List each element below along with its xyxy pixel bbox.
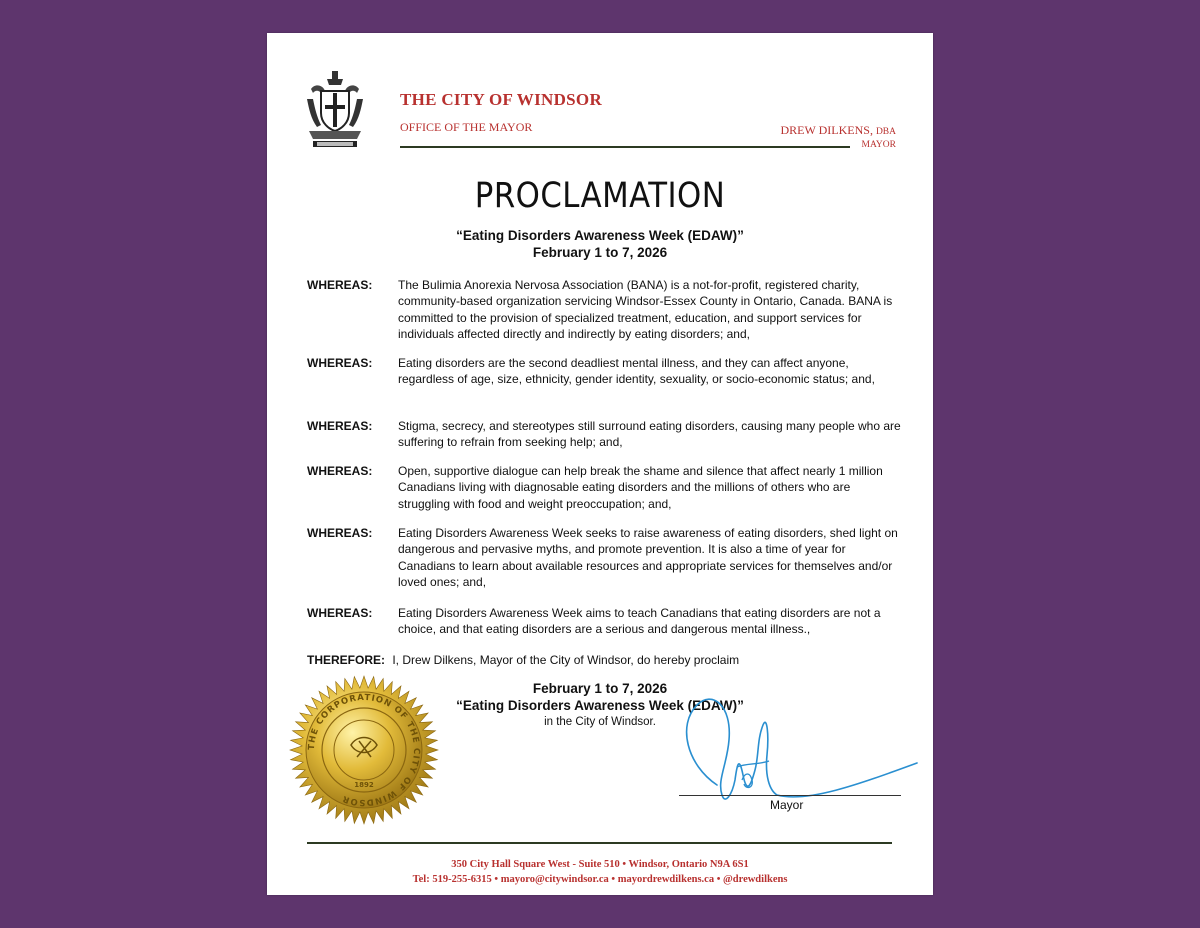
clause-label: WHEREAS: [307, 278, 373, 292]
whereas-clause [307, 605, 902, 638]
page-title: PROCLAMATION [474, 176, 726, 216]
city-name: THE CITY OF WINDSOR [400, 90, 603, 109]
header-rule [400, 146, 850, 148]
signature-label: Mayor [770, 798, 804, 812]
clause-label: WHEREAS: [307, 526, 373, 540]
proclaim-event: “Eating Disorders Awareness Week (EDAW)” [456, 698, 744, 713]
mayor-title: MAYOR [861, 140, 896, 150]
whereas-clause [307, 277, 902, 343]
clause-text: Open, supportive dialogue can help break the shame and silence that affect nearly 1 million Canadians living with diagnosable eating disorders and the millions of others who are struggling with food and weight preoccupation; and, [398, 464, 883, 511]
clause-text: The Bulimia Anorexia Nervosa Association (BANA) is a not-for-profit, registered charity, community-based organization servicing Windsor-Essex County in Ontario, Canada. BANA is committed to the provision of specialized treatment, education, and support services for individuals affected directly and indirectly by eating disorders; and, [398, 278, 893, 342]
proclaim-place: in the City of Windsor. [544, 716, 656, 728]
clause-text: Stigma, secrecy, and stereotypes still surround eating disorders, causing many people who are suffering to refrain from seeking help; and, [398, 419, 901, 450]
event-dates: February 1 to 7, 2026 [532, 245, 668, 260]
clause-label: WHEREAS: [307, 419, 373, 433]
footer-rule [307, 842, 892, 844]
mayor-name-text: DREW DILKENS, [780, 123, 873, 137]
footer-address: 350 City Hall Square West - Suite 510 • Windsor, Ontario N9A 6S1 [451, 859, 749, 870]
proclaim-dates: February 1 to 7, 2026 [532, 681, 668, 696]
whereas-clause [307, 525, 902, 591]
clause-label: WHEREAS: [307, 356, 373, 370]
seal-year: 1892 [354, 781, 374, 789]
footer-contact: Tel: 519-255-6315 • mayoro@citywindsor.ca • mayordrewdilkens.ca • @drewdilkens [412, 874, 788, 885]
clause-label: WHEREAS: [307, 464, 373, 478]
proclamation-document [267, 33, 933, 895]
whereas-clause [307, 355, 902, 388]
whereas-clause [307, 418, 902, 451]
coat-of-arms-icon [303, 69, 367, 153]
therefore-label: THEREFORE: [307, 653, 385, 667]
clause-text: Eating Disorders Awareness Week aims to teach Canadians that eating disorders are not a choice, and that eating disorders are a serious and dangerous mental illness., [398, 606, 881, 637]
seal-ring-text: THE CORPORATION OF THE CITY OF WINDSOR [306, 692, 422, 808]
event-title: “Eating Disorders Awareness Week (EDAW)” [456, 228, 744, 243]
clause-label: WHEREAS: [307, 606, 373, 620]
mayor-name [781, 123, 897, 138]
therefore-text: I, Drew Dilkens, Mayor of the City of Windsor, do hereby proclaim [392, 653, 740, 667]
city-seal-icon [289, 675, 439, 825]
clause-text: Eating disorders are the second deadliest mental illness, and they can affect anyone, regardless of age, size, ethnicity, gender identity, sexuality, or socio-economic status; and, [398, 356, 875, 387]
mayor-suffix: DBA [875, 127, 896, 137]
signature-line [679, 795, 901, 796]
whereas-clause [307, 463, 902, 512]
office-label: OFFICE OF THE MAYOR [400, 120, 533, 134]
therefore-clause [307, 652, 907, 668]
clause-text: Eating Disorders Awareness Week seeks to raise awareness of eating disorders, shed light on dangerous and pervasive myths, and promote prevention. It is also a time of year for Canadians to learn about available resources and appropriate services for themselves and/or loved ones; and, [398, 526, 898, 590]
